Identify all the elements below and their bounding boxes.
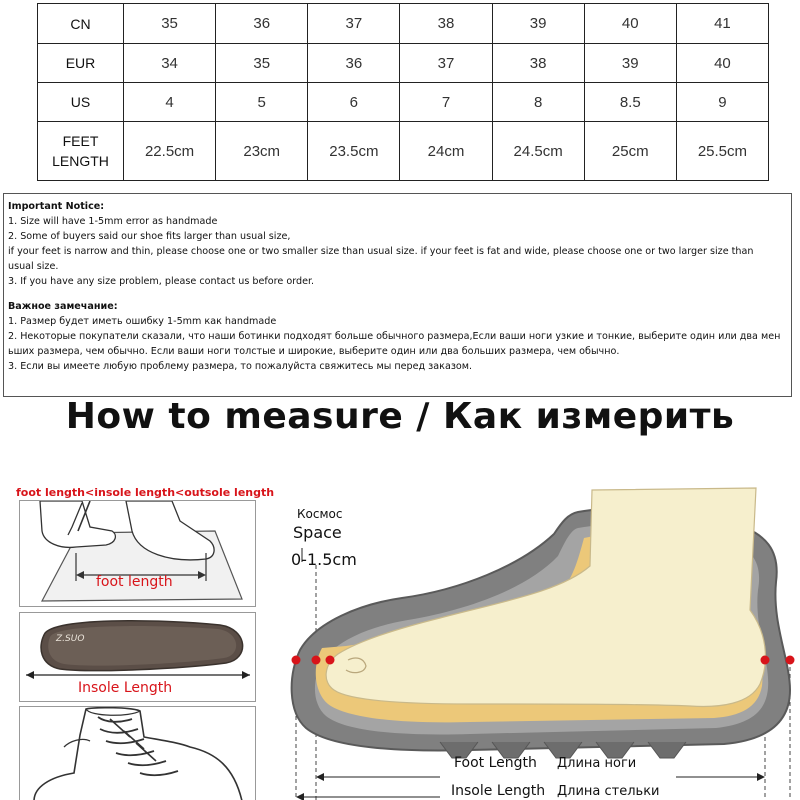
size-cell: 23.5cm (308, 122, 400, 181)
size-row-label-line: LENGTH (52, 153, 109, 169)
size-cell: 37 (400, 44, 492, 83)
size-cell: 7 (400, 83, 492, 122)
size-cell: 39 (492, 4, 584, 44)
insole-length-caption: Insole Length (78, 680, 173, 696)
size-cell: 22.5cm (124, 122, 216, 181)
size-cell: 39 (584, 44, 676, 83)
size-cell: 5 (216, 83, 308, 122)
foot-length-label-en: Foot Length (454, 755, 537, 771)
insole-heel-marker (761, 656, 770, 665)
notice-title-ru: Важное замечание: (8, 301, 118, 312)
size-cell: 35 (216, 44, 308, 83)
size-cell: 40 (584, 4, 676, 44)
size-cell: 8 (492, 83, 584, 122)
size-cell: 35 (124, 4, 216, 44)
notice-line-en: 1. Size will have 1-5mm error as handmade (8, 216, 218, 227)
size-cell: 24.5cm (492, 122, 584, 181)
outer-toe-marker (292, 656, 301, 665)
size-cell: 40 (676, 44, 768, 83)
size-row-label-line: EUR (65, 55, 96, 71)
space-label-ru: Космос (297, 507, 343, 521)
foot-shape (326, 488, 765, 706)
size-cell: 23cm (216, 122, 308, 181)
insole-length-label-ru: Длина стельки (557, 784, 660, 799)
size-cell: 38 (400, 4, 492, 44)
how-to-measure-title: How to measure / Как измерить (65, 396, 735, 437)
size-row-label-line: CN (70, 15, 91, 32)
notice-line-en: 2. Some of buyers said our shoe fits larger than usual size, (8, 231, 291, 242)
notice-line-en: usual size. (8, 261, 59, 272)
notice-title-en: Important Notice: (8, 201, 105, 212)
notice-line-en: if your feet is narrow and thin, please choose one or two smaller size than usual size. if your feet is fat and wide, please choose one or two larger size than (8, 246, 754, 257)
size-cell: 4 (124, 83, 216, 122)
notice-line-ru: 3. Если вы имеете любую проблему размера, то пожалуйста свяжитесь мы перед заказом. (8, 361, 473, 372)
size-cell: 38 (492, 44, 584, 83)
insole-brand-text: Z.SUO (56, 634, 85, 644)
size-cell: 36 (308, 44, 400, 83)
notice-line-ru: ьших размера, чем обычно. Если ваши ноги толстые и широкие, выберите один или два больших размера, чем обычно. (8, 346, 620, 357)
size-row-label-line: US (70, 94, 91, 110)
outer-heel-marker (786, 656, 795, 665)
size-row-label-line: FEET (62, 133, 99, 149)
size-cell: 41 (676, 4, 768, 44)
space-range: 0-1.5cm (291, 550, 357, 569)
size-cell: 37 (308, 4, 400, 44)
size-cell: 25.5cm (676, 122, 768, 181)
foot-length-label-ru: Длина ноги (557, 756, 637, 771)
space-label-en: Space (293, 523, 342, 542)
notice-line-en: 3. If you have any size problem, please contact us before order. (8, 276, 315, 287)
insole-toe-marker (326, 656, 335, 665)
size-cell: 24cm (400, 122, 492, 181)
notice-line-ru: 2. Некоторые покупатели сказали, что наши ботинки подходят больше обычного размера,Если ваши ноги узкие и тонкие, выберите один или два мен (8, 331, 781, 342)
insole-length-label-en: Insole Length (451, 783, 546, 799)
size-cell: 8.5 (584, 83, 676, 122)
size-cell: 34 (124, 44, 216, 83)
foot-length-caption: foot length (96, 574, 173, 590)
size-cell: 9 (676, 83, 768, 122)
notice-line-ru: 1. Размер будет иметь ошибку 1-5mm как handmade (8, 316, 277, 327)
length-comparison-title: foot length<insole length<outsole length (16, 486, 275, 499)
size-cell: 36 (216, 4, 308, 44)
foot-toe-marker (312, 656, 321, 665)
size-cell: 25cm (584, 122, 676, 181)
size-cell: 6 (308, 83, 400, 122)
